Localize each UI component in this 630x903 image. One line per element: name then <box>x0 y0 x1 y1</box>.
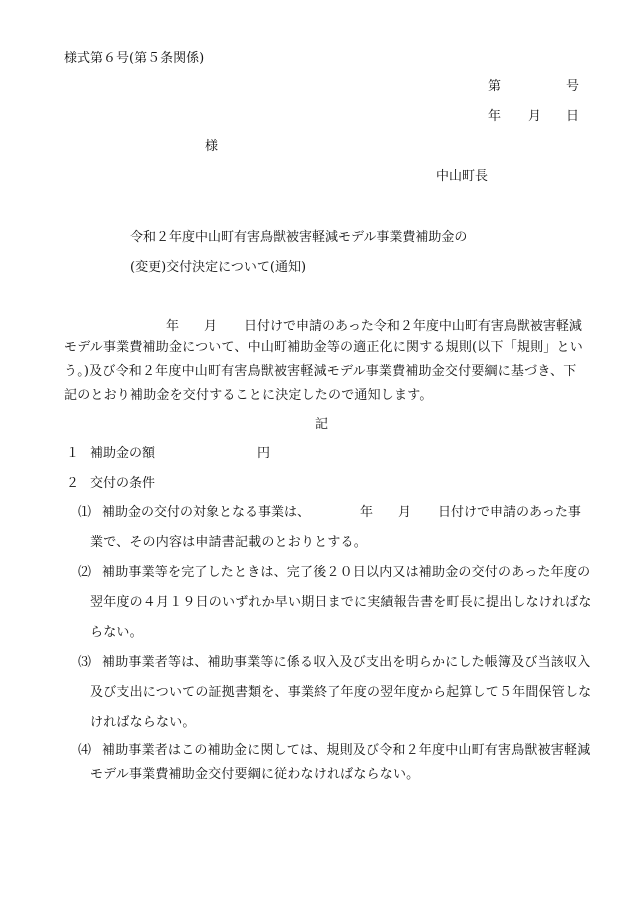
condition-2-line-2: 翌年度の４月１９日のいずれか早い期日までに実績報告書を町長に提出しなければな <box>90 595 592 610</box>
condition-2-number: ⑵ <box>78 565 92 580</box>
ki-heading: 記 <box>315 417 329 432</box>
condition-1-number: ⑴ <box>78 505 92 520</box>
body-line-4: 記のとおり補助金を交付することに決定したので通知します。 <box>64 388 433 403</box>
body-month-label: 月 <box>204 319 218 334</box>
issuer: 中山町長 <box>436 169 489 184</box>
body-year-label: 年 <box>166 319 180 334</box>
condition-1-year-label: 年 <box>360 505 374 520</box>
item-2-number: ２ <box>66 476 80 491</box>
date-year-label: 年 <box>488 109 502 124</box>
title-line-1: 令和２年度中山町有害鳥獣被害軽減モデル事業費補助金の <box>130 230 468 245</box>
condition-4-line-2: モデル事業費補助金交付要綱に従わなければならない。 <box>90 767 420 782</box>
condition-1-line-1a: 補助金の交付の対象となる事業は、 <box>102 505 311 520</box>
condition-2-line-3: らない。 <box>90 625 143 640</box>
document-number-prefix: 第 <box>488 79 502 94</box>
item-1-unit: 円 <box>257 446 271 461</box>
item-1-label: 補助金の額 <box>90 446 156 461</box>
condition-3-number: ⑶ <box>78 655 92 670</box>
condition-1-line-2: 業で、その内容は申請書記載のとおりとする。 <box>90 535 367 550</box>
title-line-2: (変更)交付決定について(通知) <box>130 260 307 275</box>
date-month-label: 月 <box>528 109 542 124</box>
body-line-1: 日付けで申請のあった令和２年度中山町有害鳥獣被害軽減 <box>244 319 582 334</box>
addressee-suffix: 様 <box>205 139 219 154</box>
document-number-suffix: 号 <box>566 79 580 94</box>
condition-4-line-1: 補助事業者はこの補助金に関しては、規則及び令和２年度中山町有害鳥獣被害軽減 <box>102 743 591 758</box>
item-1-number: １ <box>66 446 80 461</box>
body-line-2: モデル事業費補助金について、中山町補助金等の適正化に関する規則(以下「規則」とい <box>64 340 583 355</box>
condition-4-number: ⑷ <box>78 743 92 758</box>
condition-1-line-1b: 日付けで申請のあった事 <box>438 505 581 520</box>
body-line-3: う。)及び令和２年度中山町有害鳥獣被害軽減モデル事業費補助金交付要綱に基づき、下 <box>64 364 577 379</box>
form-number: 様式第６号(第５条関係) <box>64 51 205 66</box>
item-2-label: 交付の条件 <box>90 476 156 491</box>
condition-3-line-2: 及び支出についての証拠書類を、事業終了年度の翌年度から起算して５年間保管しな <box>90 685 592 700</box>
condition-3-line-3: ければならない。 <box>90 715 196 730</box>
date-day-label: 日 <box>566 109 580 124</box>
condition-1-month-label: 月 <box>398 505 412 520</box>
condition-2-line-1: 補助事業等を完了したときは、完了後２０日以内又は補助金の交付のあった年度の <box>102 565 591 580</box>
condition-3-line-1: 補助事業者等は、補助事業等に係る収入及び支出を明らかにした帳簿及び当該収入 <box>102 655 591 670</box>
